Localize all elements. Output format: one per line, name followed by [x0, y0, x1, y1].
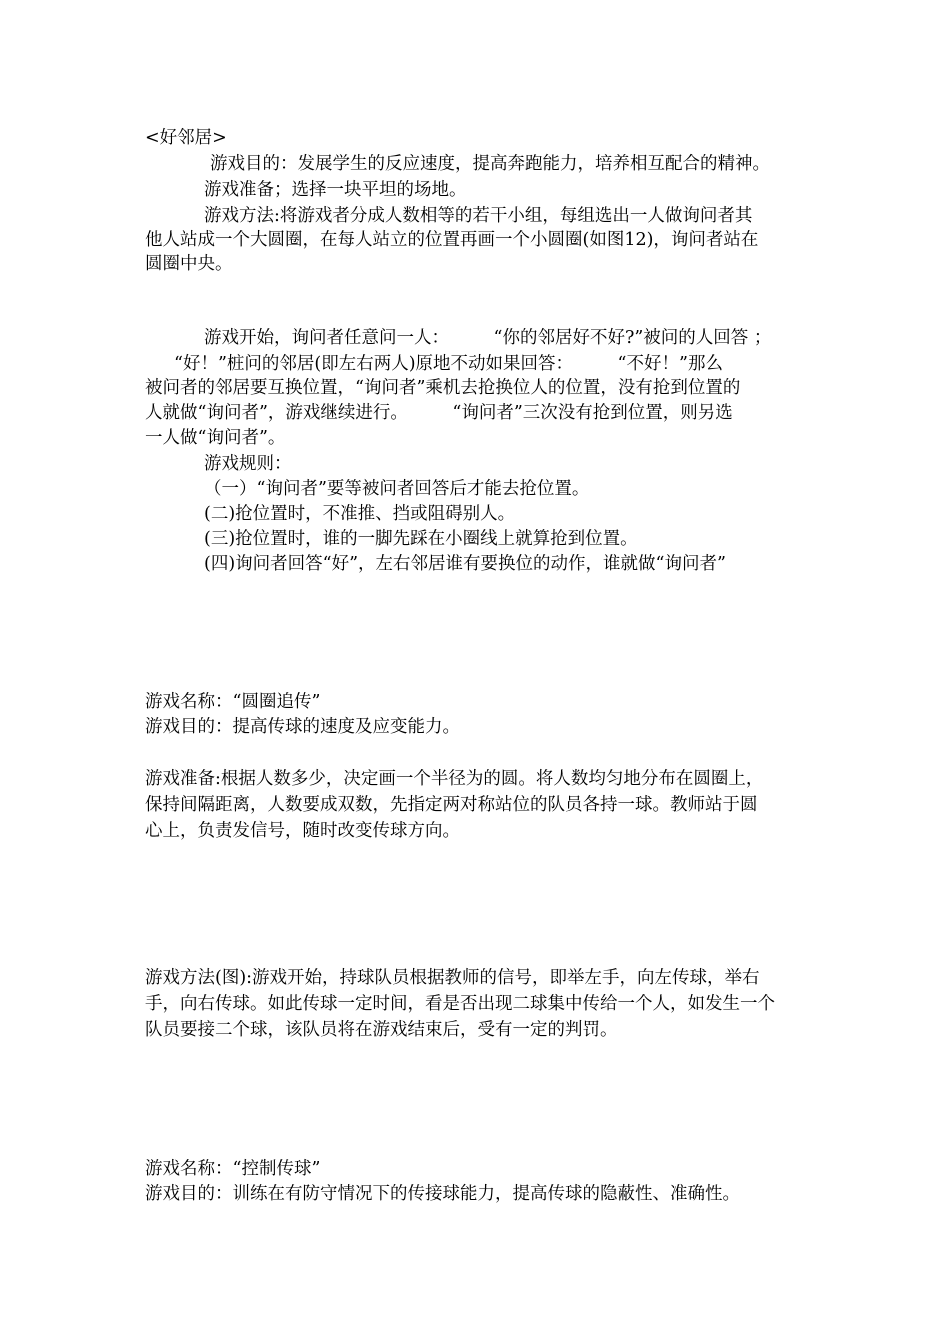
- circle-pass-method-line-1: 游戏方法(图):游戏开始，持球队员根据教师的信号，即举左手，向左传球，举右: [145, 968, 760, 988]
- neighbor-rule-4: (四)询问者回答“好”，左右邻居谁有要换位的动作，谁就做“询问者”: [204, 554, 726, 574]
- neighbor-method-line-2: 他人站成一个大圆圈，在每人站立的位置再画一个小圆圈(如图12)，询问者站在: [145, 230, 759, 250]
- neighbor-start-line-3: 被问者的邻居要互换位置，“询问者”乘机去抢换位人的位置，没有抢到位置的: [145, 378, 741, 398]
- circle-pass-prep-line-2: 保持间隔距离，人数要成双数，先指定两对称站位的队员各持一球。教师站于圆: [145, 795, 758, 815]
- circle-pass-prep-line-1: 游戏准备:根据人数多少，决定画一个半径为的圆。将人数均匀地分布在圆圈上，: [145, 769, 764, 789]
- neighbor-start-line-5: 一人做“询问者”。: [145, 428, 286, 448]
- neighbor-prep: 游戏准备；选择一块平坦的场地。: [204, 180, 467, 200]
- neighbor-method-line-3: 圆圈中央。: [145, 254, 233, 274]
- neighbor-start-line-4: 人就做“询问者”，游戏继续进行。 “询问者”三次没有抢到位置，则另选: [145, 403, 733, 423]
- circle-pass-method-line-2: 手，向右传球。如此传球一定时间，看是否出现二球集中传给一个人，如发生一个: [145, 994, 775, 1014]
- circle-pass-purpose: 游戏目的：提高传球的速度及应变能力。: [145, 717, 460, 737]
- circle-pass-method-line-3: 队员要接二个球，该队员将在游戏结束后，受有一定的判罚。: [145, 1020, 618, 1040]
- control-pass-name: 游戏名称：“控制传球”: [145, 1159, 321, 1179]
- circle-pass-name: 游戏名称：“圆圈追传”: [145, 692, 321, 712]
- neighbor-rule-1: （一）“询问者”要等被问者回答后才能去抢位置。: [204, 479, 590, 499]
- neighbor-rules-title: 游戏规则：: [204, 454, 292, 474]
- neighbor-rule-3: (三)抢位置时，谁的一脚先踩在小圈线上就算抢到位置。: [204, 529, 638, 549]
- control-pass-purpose: 游戏目的：训练在有防守情况下的传接球能力，提高传球的隐蔽性、准确性。: [145, 1184, 740, 1204]
- neighbor-purpose: 游戏目的：发展学生的反应速度，提高奔跑能力，培养相互配合的精神。: [210, 154, 770, 174]
- section-title-neighbor: <好邻居>: [145, 128, 227, 148]
- neighbor-start-line-2: “好！”桩问的邻居(即左右两人)原地不动如果回答： “不好！”那么: [174, 354, 723, 374]
- neighbor-method-line-1: 游戏方法:将游戏者分成人数相等的若干小组，每组选出一人做询问者其: [204, 206, 753, 226]
- neighbor-start-line-1: 游戏开始，询问者任意问一人： “你的邻居好不好?”被问的人回答 ；: [204, 328, 772, 348]
- circle-pass-prep-line-3: 心上，负责发信号，随时改变传球方向。: [145, 821, 460, 841]
- neighbor-rule-2: (二)抢位置时，不准推、挡或阻碍别人。: [204, 504, 516, 524]
